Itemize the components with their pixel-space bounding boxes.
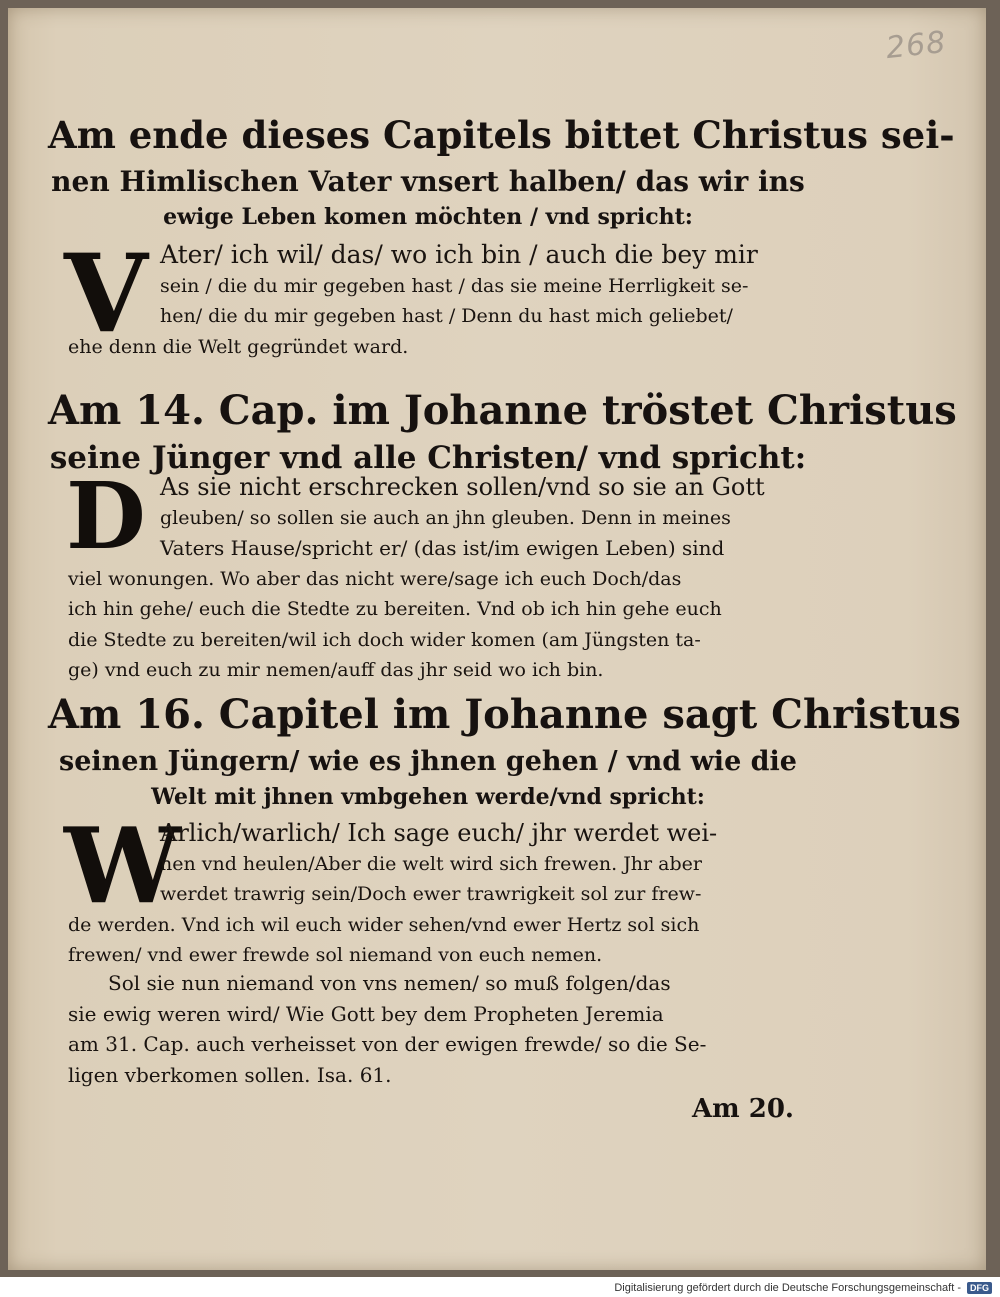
text-line: Vaters Hause/spricht er/ (das ist/im ewigen Leben) sind — [160, 536, 725, 560]
section-1-heading — [48, 108, 955, 232]
section-3-text — [68, 818, 803, 971]
catchword: Am 20. — [692, 1094, 794, 1124]
heading-line: ewige Leben komen möchten / vnd spricht: — [163, 204, 693, 230]
dfg-logo: DFG — [967, 1282, 992, 1294]
closing-paragraph — [68, 968, 803, 1090]
text-line: sie ewig weren wird/ Wie Gott bey dem Propheten Jeremia — [68, 1001, 664, 1026]
text-line: werdet trawrig sein/Doch ewer trawrigkeit sol zur frew- — [160, 883, 702, 905]
heading-line: seinen Jüngern/ wie es jhnen gehen / vnd wie die — [59, 746, 797, 777]
drop-cap-d: D — [66, 462, 146, 570]
text-line: die Stedte zu bereiten/wil ich doch wider komen (am Jüngsten ta- — [68, 628, 701, 651]
text-line: Sol sie nun niemand von vns nemen/ so muß folgen/das — [108, 971, 671, 995]
text-line: nen vnd heulen/Aber die welt wird sich frewen. Jhr aber — [160, 852, 702, 875]
text-line: viel wonungen. Wo aber das nicht were/sage ich euch Doch/das — [68, 567, 682, 590]
text-line: hen/ die du mir gegeben hast / Denn du hast mich geliebet/ — [160, 305, 733, 327]
text-line: Arlich/warlich/ Ich sage euch/ jhr werdet wei- — [160, 819, 718, 847]
text-line: de werden. Vnd ich wil euch wider sehen/vnd ewer Hertz sol sich — [68, 913, 700, 936]
heading-line: Welt mit jhnen vmbgehen werde/vnd spricht: — [151, 784, 705, 810]
section-2-heading — [48, 384, 957, 478]
text-line: Ater/ ich wil/ das/ wo ich bin / auch die bey mir — [160, 240, 758, 269]
section-3-heading — [48, 688, 961, 812]
heading-line: Am 14. Cap. im Johanne tröstet Christus — [48, 387, 957, 434]
text-line: am 31. Cap. auch verheisset von der ewigen frewde/ so die Se- — [68, 1032, 707, 1056]
drop-cap-w: W — [64, 804, 181, 927]
heading-line: Am 16. Capitel im Johanne sagt Christus — [48, 691, 961, 738]
heading-line: seine Jünger vnd alle Christen/ vnd spricht: — [49, 440, 807, 476]
drop-cap-v: V — [64, 231, 148, 357]
text-line: ligen vberkomen sollen. Isa. 61. — [68, 1062, 392, 1087]
book-page — [8, 8, 986, 1270]
text-line: sein / die du mir gegeben hast / das sie meine Herrligkeit se- — [160, 274, 749, 297]
text-line: frewen/ vnd ewer frewde sol niemand von euch nemen. — [68, 944, 603, 966]
heading-line: nen Himlischen Vater vnsert halben/ das wir ins — [51, 165, 805, 198]
section-1-text — [68, 240, 803, 362]
text-line: As sie nicht erschrecken sollen/vnd so sie an Gott — [160, 473, 765, 501]
heading-line: Am ende dieses Capitels bittet Christus sei- — [48, 113, 955, 157]
text-line: ich hin gehe/ euch die Stedte zu bereiten. Vnd ob ich hin gehe euch — [68, 598, 722, 620]
section-2-text — [66, 462, 803, 686]
text-line: ehe denn die Welt gegründet ward. — [68, 335, 409, 358]
text-line: gleuben/ so sollen sie auch an jhn gleuben. Denn in meines — [160, 506, 731, 529]
page-number: 268 — [884, 24, 948, 67]
footer-text: Digitalisierung gefördert durch die Deutsche Forschungsgemeinschaft - — [614, 1282, 961, 1294]
footer-credit — [614, 1282, 992, 1294]
text-line: ge) vnd euch zu mir nemen/auff das jhr seid wo ich bin. — [68, 659, 604, 681]
